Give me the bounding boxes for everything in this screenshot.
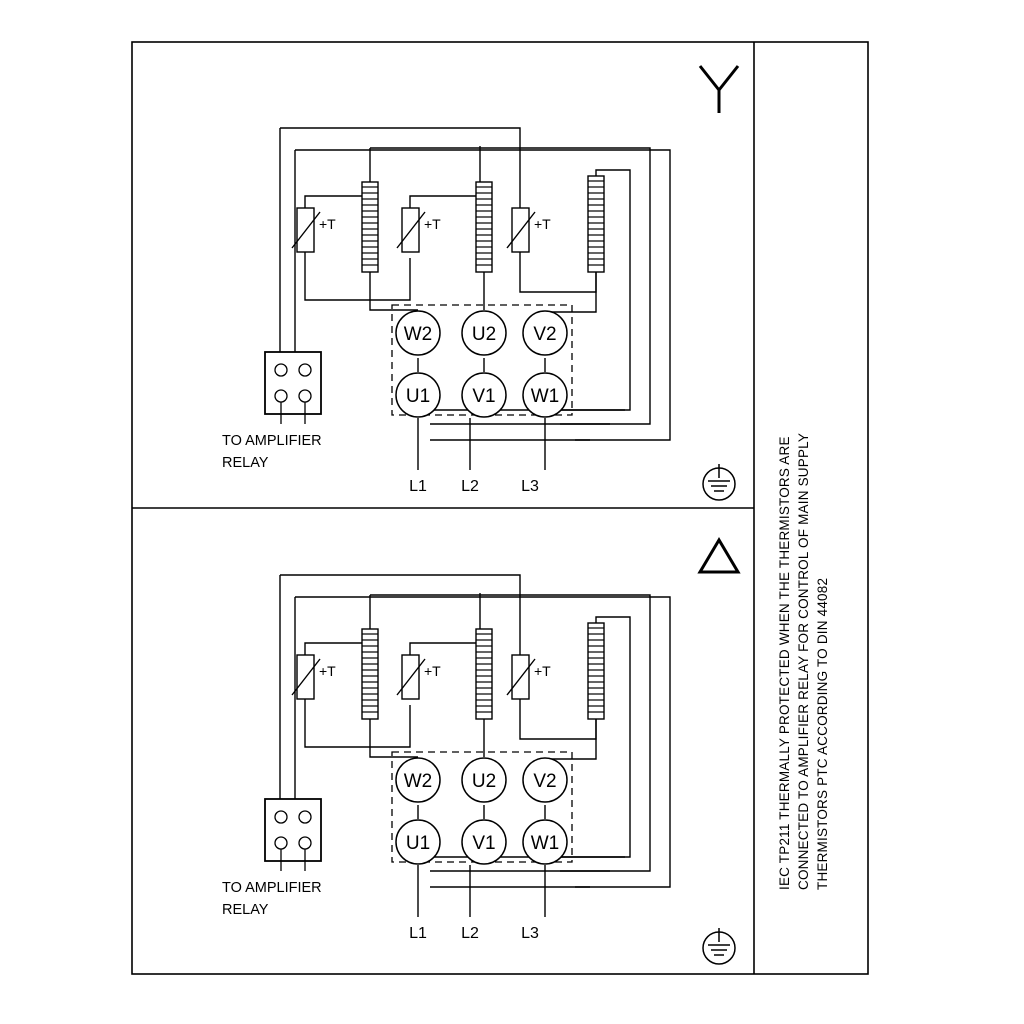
thermistor-label: +T (534, 663, 551, 679)
thermistor-delta-2 (397, 655, 441, 699)
terminal-label: V2 (533, 324, 557, 345)
supply-line-label: L2 (461, 478, 479, 495)
terminal-row-bottom-star (396, 373, 567, 417)
supply-line-label: L2 (461, 925, 479, 942)
delta-symbol-icon (700, 540, 738, 572)
panel-star-wiring (280, 128, 670, 470)
thermistor-label: +T (534, 216, 551, 232)
thermistor-star-1 (292, 208, 336, 252)
thermistor-delta-1 (292, 655, 336, 699)
terminal-label: U2 (471, 324, 497, 345)
terminal-label: W1 (530, 386, 560, 407)
terminal-row-bottom-delta (396, 820, 567, 864)
wye-symbol-icon (700, 66, 738, 113)
thermistor-label: +T (424, 216, 441, 232)
terminal-label: U2 (471, 771, 497, 792)
terminal-label: U1 (405, 386, 431, 407)
supply-line-label: L1 (409, 925, 427, 942)
motor-windings-star (362, 176, 604, 272)
winding-coil (588, 623, 604, 719)
terminal-row-top-star (396, 311, 567, 355)
winding-coil (362, 182, 378, 272)
panel-star (222, 66, 738, 500)
terminal-label: W2 (403, 771, 433, 792)
terminal-label: V1 (472, 386, 496, 407)
supply-line-label: L1 (409, 478, 427, 495)
motor-windings-delta (362, 623, 604, 719)
thermistor-label: +T (319, 216, 336, 232)
amplifier-relay-label-line1: TO AMPLIFIER (222, 433, 322, 449)
note-line-3: THERMISTORS PTC ACCORDING TO DIN 44082 (815, 577, 830, 890)
terminal-label: U1 (405, 833, 431, 854)
note-line-2: CONNECTED TO AMPLIFIER RELAY FOR CONTROL OF MAIN SUPPLY (796, 432, 811, 890)
panel-delta (222, 540, 738, 964)
winding-coil (588, 176, 604, 272)
earth-ground-icon (703, 464, 735, 500)
thermistor-label: +T (424, 663, 441, 679)
amplifier-terminal-block-delta (265, 799, 321, 871)
amplifier-relay-label-line2: RELAY (222, 902, 269, 918)
amplifier-relay-label-line2: RELAY (222, 455, 269, 471)
note-line-1: IEC TP211 THERMALLY PROTECTED WHEN THE THERMISTORS ARE (777, 436, 792, 890)
thermistor-delta-3 (507, 655, 551, 699)
note-block (777, 433, 830, 890)
thermistor-star-2 (397, 208, 441, 252)
terminal-label: V2 (533, 771, 557, 792)
amplifier-terminal-block-star (265, 352, 321, 424)
terminal-label: V1 (472, 833, 496, 854)
winding-coil (362, 629, 378, 719)
thermistor-star-3 (507, 208, 551, 252)
terminal-label: W2 (403, 324, 433, 345)
amplifier-relay-label-line1: TO AMPLIFIER (222, 880, 322, 896)
terminal-label: W1 (530, 833, 560, 854)
winding-coil (476, 182, 492, 272)
winding-coil (476, 629, 492, 719)
thermistor-label: +T (319, 663, 336, 679)
supply-line-label: L3 (521, 478, 539, 495)
supply-line-label: L3 (521, 925, 539, 942)
panel-delta-wiring (280, 575, 670, 917)
earth-ground-icon (703, 928, 735, 964)
terminal-row-top-delta (396, 758, 567, 802)
